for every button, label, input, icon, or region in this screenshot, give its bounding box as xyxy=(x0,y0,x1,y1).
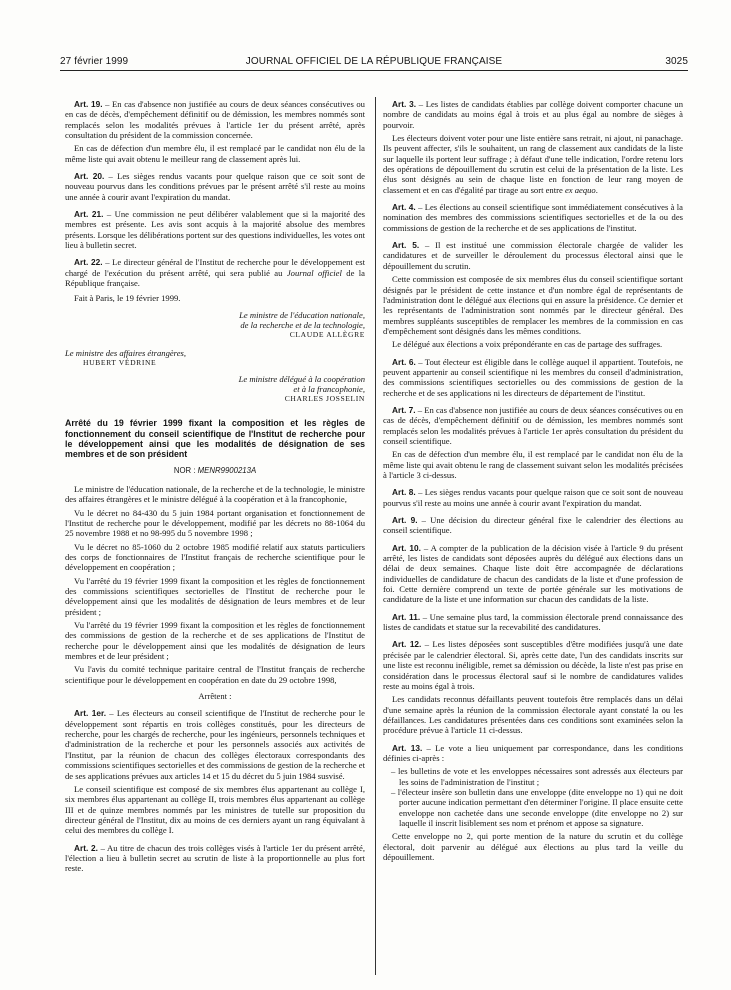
article-2 xyxy=(65,843,365,874)
article-text: . xyxy=(595,184,598,195)
article-5-para-3: Le délégué aux élections a voix prépondérante en cas de partage des suffrages. xyxy=(392,339,663,350)
visa-paragraph: Vu l'arrêté du 19 février 1999 fixant la composition et les règles de fonctionnement des commissions de gestion de la recherche et de ses applications de l'Institut de recherche pour le développement ainsi que les modalités de désignation de leurs membres et de leur président ; xyxy=(65,620,365,662)
nor-reference xyxy=(65,466,365,476)
visa-paragraph: Le ministre de l'éducation nationale, de la recherche et de la technologie, le ministre des affaires étrangères et le ministre délégué à la coopération et à la francophonie, xyxy=(65,483,365,505)
visa-paragraph: Vu le décret no 85-1060 du 2 octobre 1985 modifié relatif aux statuts particuliers des corps de fonctionnaires de l'Institut français de recherche scientifique pour le développement en coopération ; xyxy=(65,541,365,573)
header-date: 27 février 1999 xyxy=(60,56,129,67)
article-19-para-2: En cas de défection d'un membre élu, il est remplacé par le candidat non élu de la même liste qui avait obtenu le meilleur rang de classement après lui. xyxy=(65,143,365,164)
article-7-para-2: En cas de défection d'un membre élu, il est remplacé par le candidat non élu de la même liste qui avait obtenu le rang de classement suivant selon les modalités précisées à l'article 3 ci-dessus. xyxy=(383,449,683,480)
signatory-1-title: Le ministre de l'éducation nationale, xyxy=(239,309,365,320)
article-text: – Les sièges rendus vacants pour quelque raison que ce soit sont de nouveau pourvus s'il reste au moins une année à courir avant l'expiration du mandat. xyxy=(383,487,683,508)
article-13 xyxy=(383,743,683,764)
article-3 xyxy=(383,99,683,130)
article-10 xyxy=(383,543,683,605)
article-label: Art. 19. xyxy=(74,99,103,109)
journal-title: JOURNAL OFFICIEL DE LA RÉPUBLIQUE FRANÇAISE xyxy=(245,56,503,67)
article-text: de la République française. xyxy=(65,267,365,289)
column-divider xyxy=(375,97,376,975)
article-label: Art. 13. xyxy=(392,742,423,753)
article-13-para-2: Cette enveloppe no 2, qui porte mention de la nature du scrutin et du collège électoral, doit parvenir au délégué aux élections au plus tard la veille du dépouillement. xyxy=(383,831,683,862)
article-text: – En cas d'absence non justifiée au cours de deux séances consécutives ou en cas de décès, d'empêchement définitif ou de démission, les membres nommés sont remplacés selon les modalités prévues à l'article 1er après consultation du président du conseil scientifique. xyxy=(383,404,684,446)
article-text: – Une semaine plus tard, la commission électorale prend connaissance des listes de candidats et statue sur la recevabilité des candidatures. xyxy=(383,611,683,633)
article-text: – Les élections au conseil scientifique sont immédiatement consécutives à la nomination des membres des commissions scientifiques sectorielles et de la ou des commissions de gestion de la recherche et de ses applications de l'institut. xyxy=(383,202,683,233)
article-label: Art. 7. xyxy=(392,404,416,415)
article-text: – En cas d'absence non justifiée au cours de deux séances consécutives ou en cas de décès, d'empêchement définitif ou de démission, les membres nommés sont remplacés selon les modalités prévues à l'article 1er du présent arrêté, après consultation du président de la commission concernée. xyxy=(65,99,365,141)
article-label: Art. 3. xyxy=(392,99,417,109)
left-column xyxy=(65,99,365,877)
article-label: Art. 20. xyxy=(74,171,105,182)
article-text: – Les sièges rendus vacants pour quelque raison que ce soit sont de nouveau pourvus dans les conditions prévues par le présent arrêté s'il reste au moins une année à courir avant l'expiration du mandat. xyxy=(65,171,365,202)
article-label: Art. 22. xyxy=(74,257,103,268)
visa-paragraph: Vu le décret no 84-430 du 5 juin 1984 portant organisation et fonctionnement de l'Institut de recherche pour le développement, modifié par les décrets no 88-1064 du 25 novembre 1988 et no 98-995 du 5 novembre 1998 ; xyxy=(65,507,365,539)
article-8 xyxy=(383,487,683,508)
nor-code: MENR9900213A xyxy=(197,465,257,475)
signatory-3-title: Le ministre délégué à la coopération xyxy=(238,373,365,384)
article-text: – Tout électeur est éligible dans le collège auquel il appartient. Toutefois, ne peuvent appartenir au conseil scientifique ni les membres du conseil d'administration, des commissions scientifiques sectorielles ou des commissions de gestion de la recherche et de ses applications ni les directeurs de département de l'institut. xyxy=(383,356,684,398)
list-item: – les bulletins de vote et les enveloppes nécessaires sont adressés aux électeurs par les soins de l'administration de l'institut ; xyxy=(391,766,683,787)
article-text: – Le vote a lieu uniquement par correspondance, dans les conditions définies ci-après : xyxy=(383,742,683,763)
article-7 xyxy=(383,405,683,446)
signatory-3-name: CHARLES JOSSELIN xyxy=(284,394,365,404)
place-date: Fait à Paris, le 19 février 1999. xyxy=(74,292,181,303)
article-text: – Une décision du directeur général fixe le calendrier des élections au conseil scientifique. xyxy=(383,515,683,536)
article-text: – Le directeur général de l'Institut de recherche pour le développement est chargé de l'exécution du présent arrêté, qui sera publié au xyxy=(65,257,365,278)
article-6 xyxy=(383,357,683,398)
signatory-1-title-2: de la recherche et de la technologie, xyxy=(240,319,365,330)
article-11 xyxy=(383,612,683,633)
article-label: Art. 6. xyxy=(392,356,416,367)
article-4 xyxy=(383,202,683,233)
article-text: – Au titre de chacun des trois collèges visés à l'article 1er du présent arrêté, l'élection a lieu à bulletin secret au scrutin de liste à la proportionnelle au plus fort reste. xyxy=(65,842,365,874)
latin-phrase: ex aequo xyxy=(564,184,596,195)
right-column xyxy=(383,99,683,865)
article-5-para-2: Cette commission est composée de six membres élus du conseil scientifique sortant désignés par le président de cette instance et d'un nombre égal de représentants de l'administration dont le délégué aux élections qui en assure la présidence. Ce dernier et les représentants de l'administration sont nommés par le directeur général. Des membres suppléants susceptibles de remplacer les membres de la commission en cas d'empêchement sont désignés dans les mêmes conditions. xyxy=(383,274,683,336)
decree-title: Arrêté du 19 février 1999 fixant la composition et les règles de fonctionnement du conseil scientifique de l'Institut de recherche pour le développement ainsi que les modalités de désignation de ses membres et de son président xyxy=(65,418,365,460)
article-label: Art. 8. xyxy=(392,487,416,498)
article-text: Les électeurs doivent voter pour une liste entière sans retrait, ni ajout, ni panachage. Ils peuvent affecter, s'ils le souhaitent, un rang de classement aux candidats de la liste sur laquelle ils portent leur suffrage ; à défaut d'une telle indication, l'ordre retenu lors des opérations de dépouillement du scrutin est celui de la présentation de la liste. Les élus sont désignés au sein de chaque liste en fonction de leur rang moyen de classement et en cas d'égalité par tirage au sort entre xyxy=(383,133,683,195)
article-text: – Les listes de candidats établies par collège doivent comporter chacune un nombre de candidats au moins égal à trois et au plus égal au nombre de sièges à pourvoir. xyxy=(383,99,683,130)
article-label: Art. 5. xyxy=(392,240,420,251)
list-item: – l'électeur insère son bulletin dans une enveloppe (dite enveloppe no 1) qui ne doit porter aucune indication permettant d'en déterminer l'origine. Il place ensuite cette enveloppe non cachetée dans une seconde enveloppe (dite enveloppe no 2) sur laquelle il inscrit lisiblement ses nom et prénom et appose sa signature. xyxy=(391,786,683,828)
article-19 xyxy=(65,99,365,140)
article-label: Art. 10. xyxy=(392,542,421,553)
article-label: Art. 1er. xyxy=(74,708,107,719)
signatory-2-title: Le ministre des affaires étrangères, xyxy=(65,348,187,359)
article-3-para-2 xyxy=(383,133,683,195)
visa-paragraph: Vu l'avis du comité technique paritaire central de l'Institut français de recherche scientifique pour le développement en coopération en date du 29 octobre 1998, xyxy=(65,664,365,685)
signatory-3-title-2: et à la francophonie, xyxy=(293,383,365,394)
article-5 xyxy=(383,240,683,271)
visa-paragraph: Vu l'arrêté du 19 février 1999 fixant la composition et les règles de fonctionnement des commissions scientifiques sectorielles de l'Institut de recherche pour le développement ainsi que les modalités de désignation de leurs membres et de leur président ; xyxy=(65,575,365,617)
article-label: Art. 2. xyxy=(74,842,98,853)
article-label: Art. 21. xyxy=(74,209,104,220)
article-label: Art. 4. xyxy=(392,202,416,213)
article-text: – Les électeurs au conseil scientifique de l'Institut de recherche pour le développement sont répartis en trois collèges constitués, pour les directeurs de recherche, pour les chargés de recherche, pour les ingénieurs, personnels techniques et d'administration de la recherche et pour les personnels associés aux activités de l'Institut, par la réunion de chacun des collèges électoraux correspondants des commissions scientifiques sectorielles et des commissions de gestion de la recherche et de ses applications prévues aux articles 14 et 15 du décret du 5 juin 1984 susvisé. xyxy=(65,708,365,781)
article-9 xyxy=(383,515,683,536)
article-text: – Il est institué une commission électorale chargée de valider les candidatures et de surveiller le déroulement du processus électoral ainsi que le dépouillement du scrutin. xyxy=(383,240,683,271)
article-21 xyxy=(65,209,365,250)
article-1-para-2: Le conseil scientifique est composé de six membres élus appartenant au collège I, six membres élus appartenant au collège II, trois membres élus appartenant au collège III et de quinze membres nommés par les ministres de tutelle sur proposition du directeur général de l'Institut, dix au moins de ces derniers ayant un rang équivalant à celui des membres du collège I. xyxy=(65,783,365,836)
signatory-1-name: CLAUDE ALLÈGRE xyxy=(289,330,365,340)
signatory-2-name: HUBERT VÉDRINE xyxy=(83,358,157,368)
journal-reference: Journal officiel xyxy=(286,267,342,278)
arretent: Arrêtent : xyxy=(198,691,232,702)
article-20 xyxy=(65,171,365,202)
page-header xyxy=(60,56,688,70)
article-1 xyxy=(65,708,365,780)
article-12-para-2: Les candidats reconnus défaillants peuvent toutefois être remplacés dans un délai d'une semaine après la réunion de la commission électorale ayant constaté la ou les défaillances. Les candidatures présentées dans ces conditions sont examinées selon la procédure prévue à l'article 11 ci-dessus. xyxy=(383,694,683,736)
article-text: – A compter de la publication de la décision visée à l'article 9 du présent arrêté, les listes de candidats sont déposées auprès du délégué aux élections dans un délai de deux semaines. Chaque liste doit être accompagnée de déclarations individuelles de candidature de chacun des candidats de la liste et d'une profession de foi. Cette dernière comprend un texte de portée générale sur les motivations de candidature de la liste et une information sur chacun des candidats de la liste. xyxy=(383,542,683,605)
article-text: – Les listes déposées sont susceptibles d'être modifiées jusqu'à une date précisée par le calendrier électoral. Si, après cette date, l'un des candidats inscrits sur une liste est reconnu inéligible, remet sa démission ou décède, la liste n'est pas prise en considération dans le processus électoral sauf si le nombre de candidatures valides reste au moins égal à trois. xyxy=(383,639,683,691)
article-label: Art. 9. xyxy=(392,515,418,526)
article-label: Art. 12. xyxy=(392,639,422,650)
article-22 xyxy=(65,257,365,288)
page-number: 3025 xyxy=(665,56,688,67)
article-label: Art. 11. xyxy=(392,611,421,622)
header-rule xyxy=(60,70,688,71)
article-12 xyxy=(383,639,683,691)
article-text: – Une commission ne peut délibérer valablement que si la majorité des membres est présente. Les avis sont acquis à la majorité absolue des membres présents. Lorsque les délibérations portent sur des questions individuelles, les votes ont lieu à bulletin secret. xyxy=(65,209,366,251)
voting-conditions-list xyxy=(383,766,683,828)
nor-label: NOR : xyxy=(173,465,198,475)
